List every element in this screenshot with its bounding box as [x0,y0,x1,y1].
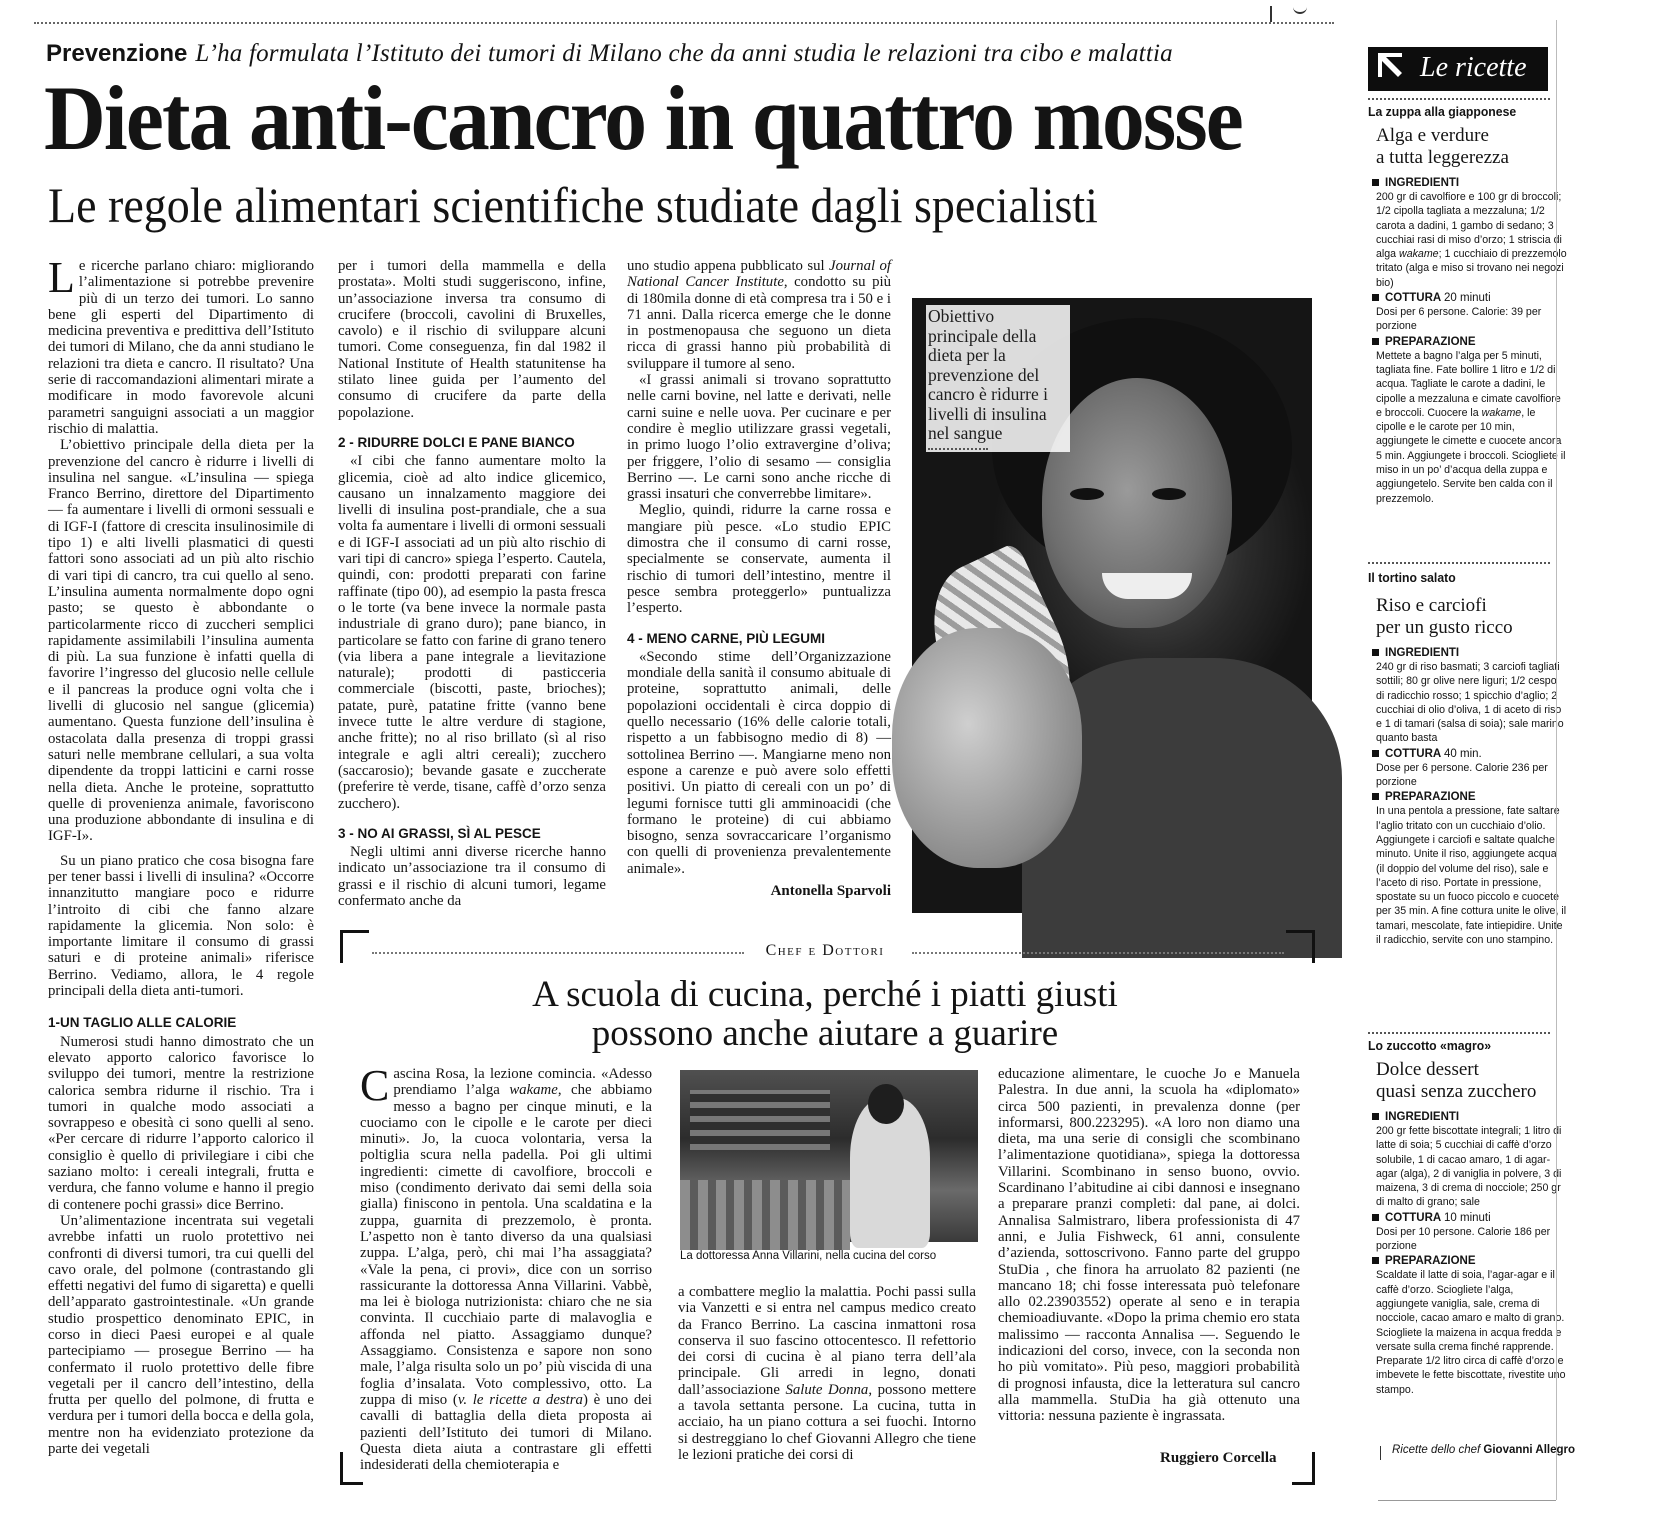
prep-text: In una pentola a pressione, fate saltare l’aglio tritato con un cucchiaio d’olio. Aggiungete i carciofi e saltate qualche minuto. Unite il riso, aggiungete acqua (il doppio del volume del riso), sale e l’aceto di riso. Portate in pressione, spostate su un fuoco piccolo e cuocete per 35 min. A fine cottura unite le olive, il tamari, mescolate, fate intiepidire. Unite il radicchio, servite con uno stampino. [1376,805,1567,947]
sidebar-right-edge [1556,20,1557,1500]
recipe-1 [1368,104,1568,508]
box-paragraph [360,1061,652,1474]
recipe-heading-line: quasi senza zucchero [1376,1081,1537,1102]
photo-smile [1102,573,1192,599]
sidebar-title: Le ricette [1420,52,1527,83]
recipe-heading-line: Alga e verdure [1376,125,1489,146]
text-run: , che abbiamo messo a bagno per cinque minuti, e la cuociamo con le cipolle e le carote per dieci minuti». Jo, la cuoca volontaria, versa la poltiglia scura nella padella. Poi gli ultimi ingredienti: cimette di cavolfiore, broccoli e miso (condimento derivato dai semi della soia gialla) finiscono in pentola. Una scaldatina e la zuppa, guarnita di prezzemolo, è pronta. L’aspetto non è tanto diverso da una qualsiasi zuppa. L’alga, però, chi mai l’ha assaggiata? «Vale la pena, ci provi», dice con un sorriso rassicurante la dottoressa Anna Villarini. Vabbè, ma lei è biologa nutrizionista: chiaro che ne sia convinta. Il cucchiaio parte di malavoglia e affonda nel piatto. Assaggiamo dunque? Assaggiamo. Consistenza e sapore non sono male, l’alga risulta solo un po’ più viscida di una foglia d’insalata. Voto complessivo, otto. La zuppa di miso ( [360,1082,652,1408]
cooking-label [1372,292,1568,304]
recipe-type: La zuppa alla giapponese [1368,104,1517,119]
box-column-1 [360,1061,652,1474]
text-run: , le cipolle e le carote per 10 min, aggiungete le cimette e cuocete ancora 5 min. Aggiungete i broccoli. Sciogliete il miso in un po’ d’acqua della zuppa e aggiungetelo. Servite ben calda con il prezzemolo. [1376,406,1566,505]
prep-label: PREPARAZIONE [1372,791,1568,803]
recipe-heading-line: Riso e carciofi [1376,595,1487,616]
drop-cap: L [48,253,75,302]
box-title-line: possono anche aiutare a guarire [591,1013,1059,1054]
box-title-line: A scuola di cucina, perché i piatti giusti [532,974,1118,1015]
sidebar-dotted-rule [1368,562,1550,564]
article-column-3 [627,258,891,918]
kicker-text: L’ha formulata l’Istituto dei tumori di Milano che da anni studia le relazioni tra cibo e malattia [195,40,1173,67]
photo-caption-text: Obiettivo principale della dieta per la prevenzione del cancro è ridurre i livelli di insulina nel sangue [928,306,1048,443]
kicker-label: Prevenzione [46,40,188,67]
sidebar-dotted-rule [1368,1032,1550,1034]
section-heading-3: 3 - NO AI GRASSI, SÌ AL PESCE [338,825,541,841]
photo-caption [926,305,1070,452]
article-paragraph: Meglio, quindi, ridurre la carne rossa e mangiare più pesce. «Lo studio EPIC dimostra che il consumo di carni rosse, specialmente se conservate, aumenta il rischio di tumori dell’intestino, mentre il pesce sembra proteggerlo» puntualizza l’esperto. [627,502,891,617]
text-run: wakame [1481,406,1522,419]
article-paragraph: Un’alimentazione incentrata sui vegetali avrebbe infatti un ruolo protettivo nei confronti di diversi tumori, tra cui quelli del cavo orale, del polmone (contrastando gli effetti negativi del fumo di sigaretta) e quelli dell’apparato gastrointestinale. «Un grande studio prospettico denominato EPIC, in corso in dieci Paesi europei e al quale partecipiamo — prosegue Berrino — ha confermato il ruolo protettivo delle fibre vegetali per il cancro dell’intestino, della frutta per quello del polmone, di frutta e verdura per i tumori della bocca e della gola, mentre non ha evidenziato protezione da parte dei vegetali [48,1212,314,1458]
kicker [46,40,1173,68]
box-section-label: Chef e Dottori [765,942,885,959]
box-byline: Ruggiero Corcella [1160,1450,1277,1466]
recipe-type: Il tortino salato [1368,570,1456,585]
caption-dash [928,448,988,450]
recipe-heading [1376,595,1568,639]
footer-prefix: Ricette dello chef [1392,1444,1481,1456]
photo-eye [1070,488,1104,500]
sidebar-title-box [1368,47,1548,91]
article-paragraph: «Secondo stime dell’Organizzazione mondiale della sanità il consumo abituale di proteine, soprattutto animali, delle popolazioni occidentali è circa doppio di quello necessario (16% delle calorie totali, rispetto a un fabbisogno medio di 8) — sottolinea Berrino —. Mangiarne meno non espone a carenze e può avere solo effetti positivi. Un piatto di cereali con un po’ di legumi fornisce tutti gli amminoacidi (che formano le proteine) di cui abbiamo bisogno, senza sovraccaricare l’organismo con quelli di provenienza prevalentemente animale». [627,648,891,877]
recipe-2 [1368,570,1568,949]
article-column-2 [338,258,606,913]
header-dotted-rule [34,22,1334,24]
cooking-label [1372,1212,1568,1224]
recipe-heading-line: per un gusto ricco [1376,617,1513,638]
ingredients-label: INGREDIENTI [1372,647,1568,659]
box-corner [1292,1452,1315,1485]
text-run: ) è uno dei cavalli di battaglia della dieta proposta ai pazienti dell’Istituto dei tumori di Milano. Questa dieta aiuta a contrastare gli effetti indesiderati della chemioterapia e [360,1391,652,1474]
text-run: ascina Rosa, la lezione comincia. «Adesso prendiamo l’alga [393,1066,652,1099]
text-run: wakame [1399,248,1439,261]
kitchen-photo-caption: La dottoressa Anna Villarini, nella cucina del corso [680,1250,937,1262]
section-heading-1: 1-UN TAGLIO ALLE CALORIE [48,1015,237,1031]
cooking-text: Dose per 6 persone. Calorie 236 per porzione [1376,761,1548,789]
footer-name: Giovanni Allegro [1483,1444,1576,1456]
sidebar-dotted-rule [1368,98,1550,100]
cooking-label-text: COTTURA [1385,747,1441,760]
text-run: a combattere meglio la malattia. Pochi passi sulla via Vanzetti e si entra nel campus medico creato da Franco Berrino. La cascina inmattoni rosa conserva il suo fascino ottocentesco. Il refettorio dei corsi di cucina è al piano terra dell’ala principale. Gli arredi in legno, donati dall’associazione [678,1284,976,1398]
text-run: ; 1 cucchiaio di prezzemolo tritato (alga e miso si trovano nei negozi bio) [1376,248,1567,289]
article-paragraph: «I cibi che fanno aumentare molto la glicemia, cioè ad alto indice glicemico, causano un innalzamento maggiore dei livelli di insulina post-prandiale, che a sua volta fa aumentare i livelli di ormoni sessuali e di IGF-I associati ad un più alto rischio di vari tipi di cancro» spiega l’esperto. Cautela, quindi, con: prodotti preparati con farine raffinate (tipo 00), ad esempio la pasta fresca o le torte (va bene invece la normale pasta industriale di grano duro); pane bianco, in particolare se fatto con farine di grano tenero (via libera a pane integrale a lievitazione naturale); prodotti di pasticceria commerciale (biscotti, paste, brioches); patate, purè, patatine fritte (vanno bene invece tutte le altre verdure di stagione, anche fritte); no al riso brillato (sì al riso integrale e agli altri cereali); zucchero (saccarosio); bevande gasate e zuccherate (preferire tè verde, tisane, caffè d’orzo senza zucchero). [338,453,606,812]
text-run: wakame [509,1082,558,1099]
article-column-1 [48,253,314,1480]
text-run: 200 gr di cavolfiore e 100 gr di broccoli; 1/2 cipolla tagliata a mezzaluna; 1/2 carota a dadini, 1 gambo di sedano; 3 cucchiai rasi di miso d’orzo; 1 striscia di alga [1376,191,1562,261]
kitchen-photo [680,1070,978,1242]
drop-cap: C [360,1061,390,1110]
article-paragraph: per i tumori della mammella e della prostata». Molti studi suggeriscono, infine, un’associazione inversa tra consumo di crucifere (broccoli, cavolini di Bruxelles, cavolo) e il rischio di sviluppare alcuni tumori. Come conseguenza, fin dal 1982 il National Institute of Health statunitense ha stilato linee guida per l’aumento del consumo di crucifere da parte della popolazione. [338,258,606,421]
text-run: v. le ricette a destra [457,1391,583,1408]
photo-shelf [690,1090,830,1150]
text-run: , possono mettere a tavola settanta persone. La cucina, tutta in acciaio, ha un piano cottura a sei fuochi. Intorno si destreggiano lo chef Giovanni Allegro che tiene le lezioni pratiche dei corsi di [678,1381,977,1463]
box-title [340,975,1310,1053]
photo-eye [1152,488,1186,500]
cooking-label [1372,748,1568,760]
cooking-text: Dosi per 10 persone. Calorie 186 per porzione [1376,1225,1551,1253]
box-column-3 [998,1066,1300,1448]
article-paragraph [627,258,891,372]
recipe-type: Lo zuccotto «magro» [1368,1038,1492,1053]
box-paragraph [678,1284,976,1463]
page-title: Dieta anti-cancro in quattro mosse [44,67,1242,169]
article-paragraph: «I grassi animali si trovano soprattutto nelle carni bovine, nel latte e derivati, nelle carni suine e nelle uova. Per cucinare e per condire è meglio utilizzare grassi vegetali, in primo luogo l’olio extravergine d’oliva; per friggere, l’olio di sesamo — consiglia Berrino —. Le carni sono anche ricche di grassi insaturi che converrebbe limitare». [627,372,891,503]
arrow-icon [1376,51,1404,79]
prep-text: Scaldate il latte di soia, l’agar-agar e il caffè d’orzo. Sciogliete l’alga, aggiungete vaniglia, sale, crema di nocciole, cacao amaro e malto di grano. Sciogliete la maizena in acqua fredda e versate sulla crema finché rapprende. Preparate 1/2 litro circa di caffè d’orzo e imbevete le fette biscottate, rivestite uno stampo. [1376,1269,1566,1396]
ingredients-text: 200 gr fette biscottate integrali; 1 litro di latte di soia; 5 cucchiai di caffè d’orzo solubile, 1 di cacao amaro, 1 di agar-agar (alga), 2 di vaniglia in polvere, 3 di maizena, 3 di crema di nocciole; 250 gr di malto di grano; sale [1376,1125,1562,1209]
photo-hand [892,628,1082,868]
article-paragraph: Numerosi studi hanno dimostrato che un elevato apporto calorico favorisce lo sviluppo dei tumori, mentre la restrizione calorica sembra ridurne il rischio. Tra i tumori in qualche modo associati a sovrappeso e obesità ci sono quelli al seno. «Per cercare di ridurre l’apporto calorico il consiglio è quello di privilegiare i cibi che saziano molto: i cereali integrali, frutta e verdura, che fanno volume e hanno il pregio di contenere pochi grassi» dice Berrino. [48,1033,314,1213]
cooking-time: 20 minuti [1444,292,1491,305]
recipe-heading [1376,125,1568,169]
article-paragraph: e ricerche parlano chiaro: migliorando l’alimentazione si potrebbe prevenire più di un terzo dei tumori. Lo sanno bene gli esperti del Dipartimento di medicina preventiva e predittiva dell’Istituto dei tumori di Milano, che da anni studiano le relazioni tra dieta e cancro. Il risultato? Una serie di raccomandazioni alimentari mirate a modificare in modo favorevole alcuni parametri sanguigni associati a un maggior rischio di malattia. [48,258,314,437]
article-paragraph: Negli ultimi anni diverse ricerche hanno indicato un’associazione tra il consumo di grassi e il rischio di alcuni tumori, legame confermato anche da [338,844,606,909]
ingredients-text [1376,190,1568,290]
cooking-time: 10 minuti [1444,1211,1491,1224]
photo-doctor-head [868,1084,904,1124]
ingredients-text: 240 gr di riso basmati; 3 carciofi tagliati sottili; 80 gr olive nere liguri; 1/2 cespo di radicchio rosso; 1 spicchio d’aglio; 2 cucchiai di olio d’oliva, 1 di aceto di riso e 1 di tamari (salsa di soia); sale marino quanto basta [1376,661,1564,745]
text-run: Salute Donna [785,1381,869,1398]
recipe-heading-line: Dolce dessert [1376,1059,1479,1080]
box-column-2 [678,1284,977,1463]
box-paragraph: educazione alimentare, le cuoche Jo e Manuela Palestra. In due anni, la scuola ha «diplomato» circa 500 pazienti, in prevalenza donne (per informarsi, 800.223295). «A loro non diamo una dieta, ma una serie di consigli che scombinano l’alimentazione quotidiana», spiega la dottoressa Villarini. Scombinano in senso buono, ovvio. Scardinano l’abitudine ai cibi dannosi e insegnano a preparare pranzi completi: dal pane, ai dolci. Annalisa Salmistraro, libera professionista di 47 anni, e Julia Fishweck, 61 anni, consulente d’azienda, sottoscrivono. Fanno parte del gruppo StuDia , che finora ha arruolato 82 pazienti (ne mancano 18; chi fosse interessata può telefonare allo 02.23903552) operate al seno e in terapia chemioadiuvante. «Dopo la prima chemio ero stata malissimo — racconta Annalisa —. Seguendo le indicazioni del corso, invece, con la seconda non ho più vomitato». Più peso, maggiori probabilità di prognosi infausta, dice la letteratura sul cancro alla mammella. StuDia ha già ottenuto una vittoria: nessuna paziente è ingrassata. [998,1066,1300,1425]
top-crop-mark-curve [1293,4,1307,14]
text-run: , condotto su più di 180mila donne di età compresa tra i 50 e i 71 anni. Dalla ricerca emerge che le donne in postmenopausa che seguono un dieta ricca di grassi hanno più probabilità di sviluppare il tumore al seno. [627,274,891,372]
recipe-heading [1376,1059,1568,1103]
prep-text [1376,349,1568,506]
recipe-heading-line: a tutta leggerezza [1376,147,1509,168]
ingredients-label: INGREDIENTI [1372,1111,1568,1123]
journal-name: Journal of National Cancer Institute [627,258,891,291]
text-run: uno studio appena pubblicato sul [627,258,830,274]
page-subtitle: Le regole alimentari scientifiche studiate dagli specialisti [48,177,1098,233]
photo-stove [680,1180,850,1250]
section-heading-4: 4 - MENO CARNE, PIÙ LEGUMI [627,630,826,646]
recipe-3 [1368,1038,1568,1399]
cooking-text: Dosi per 6 persone. Calorie: 39 per porzione [1376,306,1542,333]
ingredients-label: INGREDIENTI [1372,177,1568,189]
text-run: Mettete a bagno l’alga per 5 minuti, tagliata fine. Fate bollire 1 litro e 1/2 di acqua. Tagliate le carote a dadini, le cipolle a mezzaluna e cimate cavolfiore e broccoli. Cuocere la [1376,349,1561,419]
sidebar-footer [1392,1444,1575,1456]
article-byline: Antonella Sparvoli [770,882,891,899]
section-heading-2: 2 - RIDURRE DOLCI E PANE BIANCO [338,434,575,450]
cooking-time: 40 min. [1444,747,1482,760]
prep-label: PREPARAZIONE [1372,1255,1568,1267]
cooking-label-text: COTTURA [1385,292,1441,305]
sidebar-bottom-rule [1378,1500,1556,1501]
article-paragraph: Su un piano pratico che cosa bisogna fare per tener bassi i livelli di insulina? «Occorre innanzitutto mangiare poco e ridurre l’introito di cibi che fanno alzare rapidamente la glicemia. Non solo: è importante limitare il consumo di grassi saturi e di proteine animali» riferisce Berrino. Vediamo, allora, le 4 regole principali della dieta anti-tumori. [48,852,314,1000]
top-crop-mark [1270,6,1282,22]
cooking-label-text: COTTURA [1385,1211,1441,1224]
prep-label: PREPARAZIONE [1372,336,1568,348]
article-paragraph: L’obiettivo principale della dieta per la prevenzione del cancro è ridurre i livelli di insulina nel sangue. «L’insulina — spiega Franco Berrino, direttore del Dipartimento — fa aumentare i livelli di ormoni sessuali e di IGF-I (fattore di crescita insulinosimile di tipo 1) e alti livelli plasmatici di questi fattori sono associati ad un più alto rischio di vari tipi di cancro, tra cui quello al seno. L’insulina aumenta normalmente dopo ogni pasto; se questo è abbondante o particolarmente ricco di zuccheri semplici rapidamente assimilabili l’insulina aumenta di più. La sua funzione è infatti quella di favorire l’ingresso del glucosio nelle cellule e il pancreas la produce ogni volta che i livelli di glucosio nel sangue (glicemia) aumentano. Questa funzione dell’insulina è ostacolata dalla presenza di troppi grassi saturi nelle membrane cellulari, a sua volta dipendente da troppi latticini e carni rosse nella dieta. Anche le proteine, soprattutto quelle di provenienza animale, favoriscono una produzione abbondante di insulina e di IGF-I». [48,437,314,845]
sidebar-tick [1380,1446,1381,1460]
